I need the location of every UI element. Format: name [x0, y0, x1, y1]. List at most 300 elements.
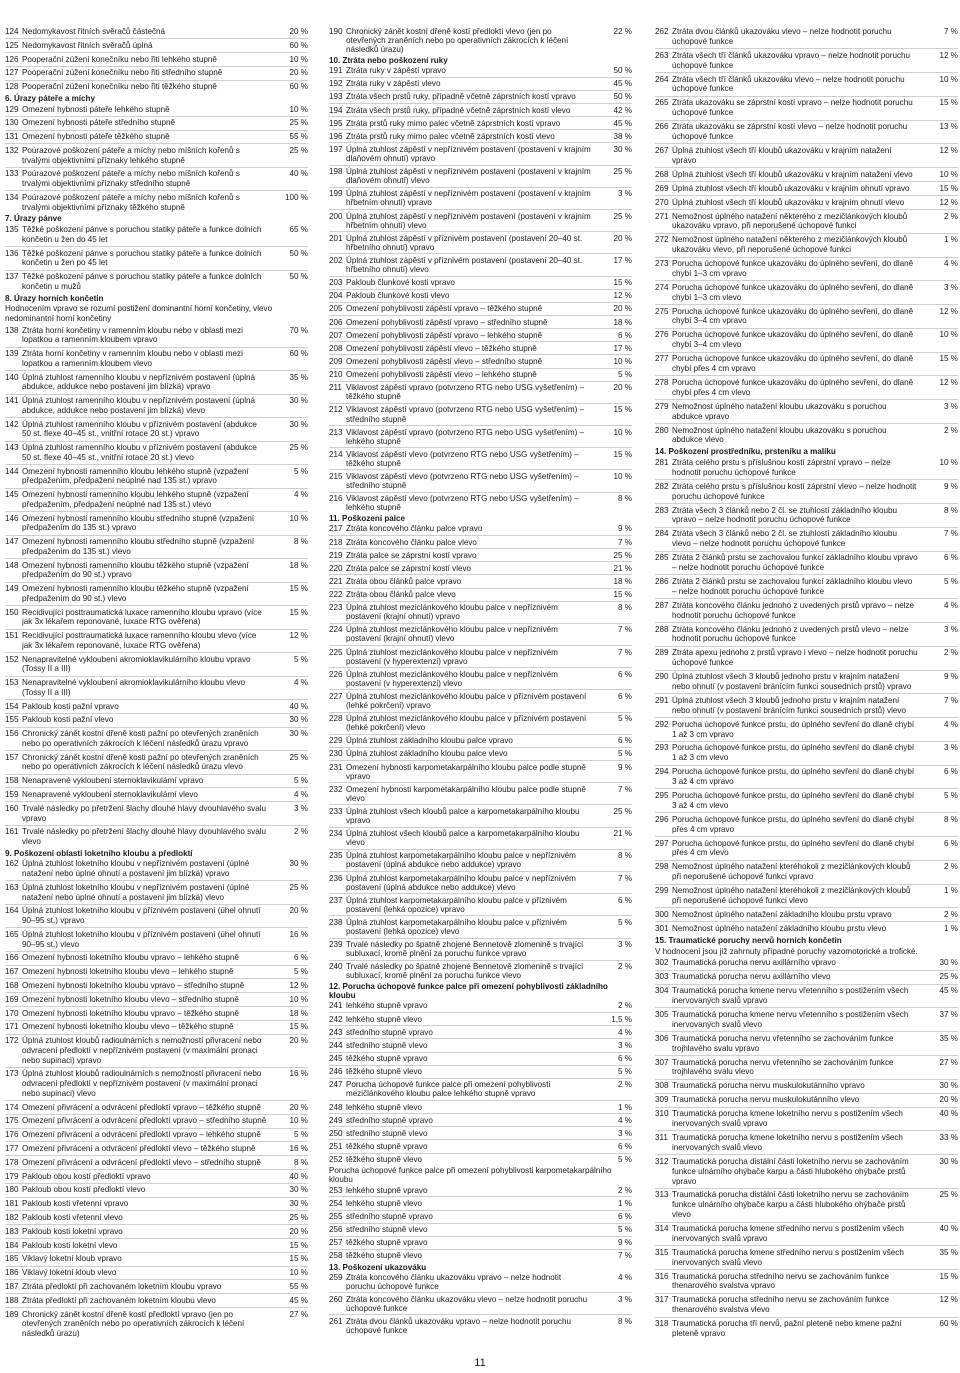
item-description: Ztráta prstů ruky mimo palec včetně záprstních kostí vpravo: [346, 118, 561, 128]
table-row: [329, 187, 632, 208]
item-percentage: 4 %: [294, 678, 308, 688]
item-percentage: 27 %: [939, 1057, 958, 1067]
table-row: [329, 129, 632, 141]
item-percentage: 25 %: [939, 1190, 958, 1200]
table-row: [5, 1238, 308, 1250]
item-number: 150: [5, 607, 19, 617]
item-number: 256: [329, 1225, 343, 1235]
item-percentage: 7 %: [618, 537, 632, 547]
item-number: 313: [655, 1190, 669, 1200]
item-percentage: 20 %: [613, 383, 632, 393]
item-percentage: 30 %: [289, 729, 308, 739]
item-number: 248: [329, 1102, 343, 1112]
item-description: Pakloub obou kostí předloktí vpravo: [22, 1171, 151, 1181]
item-number: 176: [5, 1130, 19, 1140]
item-percentage: 25 %: [613, 806, 632, 816]
table-row: [329, 915, 632, 936]
item-percentage: 10 %: [289, 1268, 308, 1278]
item-percentage: 30 %: [939, 958, 958, 968]
table-row: [5, 1067, 308, 1099]
item-percentage: 55 %: [289, 132, 308, 142]
item-number: 276: [655, 330, 669, 340]
table-row: [655, 143, 958, 165]
item-number: 188: [5, 1295, 19, 1305]
item-number: 124: [5, 27, 19, 36]
item-percentage: 10 %: [289, 1116, 308, 1126]
item-percentage: 3 %: [944, 282, 958, 292]
table-row: [5, 1034, 308, 1066]
table-row: [329, 103, 632, 115]
item-percentage: 15 %: [939, 183, 958, 193]
item-number: 126: [5, 54, 19, 64]
item-number: 234: [329, 829, 343, 839]
item-percentage: 15 %: [289, 584, 308, 594]
item-description: Omezení hybnosti loketního kloubu vpravo – těžkého stupně: [22, 1008, 239, 1018]
item-description: Chronický zánět kostní dřeně kostí předloktí vpravo (jen po otevřených zraněních nebo po operativních zákrocích k léčení následků úrazu): [22, 1309, 245, 1338]
item-percentage: 30 %: [289, 396, 308, 406]
item-number: 198: [329, 167, 343, 177]
item-number: 203: [329, 278, 343, 288]
item-percentage: 2 %: [294, 827, 308, 837]
item-description: Viklavost zápěstí vlevo (potvrzeno RTG nebo USG vyšetřením) – těžkého stupně: [346, 449, 579, 468]
table-row: [329, 116, 632, 128]
item-percentage: 3 %: [944, 401, 958, 411]
item-description: Porucha úchopové funkce prstu, do úplného sevření do dlaně chybí 1 až 3 cm vpravo: [672, 719, 915, 739]
item-description: Omezení hybnosti ramenního kloubu středního stupně (vzpažení předpažením do 135 st.) vpravo: [22, 513, 255, 533]
item-description: Porucha úchopové funkce ukazováku do úplného sevření, do dlaně chybí přes 4 cm vlevo: [672, 377, 914, 397]
table-row: [329, 253, 632, 274]
item-percentage: 8 %: [618, 1316, 632, 1326]
item-percentage: 3 %: [944, 624, 958, 634]
item-percentage: 21 %: [613, 563, 632, 573]
table-row: [655, 167, 958, 179]
item-number: 155: [5, 715, 19, 725]
table-row: [329, 289, 632, 301]
item-description: Ztráta celého prstu s příslušnou kostí záprstní vpravo – nelze hodnotit poruchu úchopové funkce: [672, 458, 891, 477]
item-percentage: 50 %: [289, 248, 308, 258]
item-percentage: 7 %: [944, 27, 958, 36]
table-row: [329, 561, 632, 573]
item-description: Pakloub kosti loketní vlevo: [22, 1240, 118, 1250]
item-number: 230: [329, 749, 343, 759]
item-percentage: 8 %: [944, 814, 958, 824]
item-percentage: 5 %: [944, 791, 958, 800]
item-number: 284: [655, 529, 669, 539]
item-percentage: 1,5 %: [611, 1014, 632, 1024]
table-row: [5, 1155, 308, 1167]
item-number: 135: [5, 225, 19, 235]
item-number: 148: [5, 560, 19, 570]
page-number: 11: [474, 1357, 486, 1369]
item-description: Pakloub kosti pažní vpravo: [22, 701, 119, 711]
item-percentage: 15 %: [939, 354, 958, 364]
table-row: [5, 992, 308, 1004]
table-row: [5, 370, 308, 392]
table-row: [655, 423, 958, 445]
table-row: [329, 782, 632, 803]
item-description: Poúrazové poškození páteře a míchy nebo míšních kořenů s trvalými objektivními příznaky těžkého stupně: [22, 192, 240, 212]
item-number: 125: [5, 40, 19, 50]
item-number: 300: [655, 909, 669, 919]
item-description: Úplná ztuhlost zápěstí v nepříznivém postavení (postavení v krajním hřbetním ohnutí) vpravo: [346, 189, 591, 208]
item-description: středního stupně vpravo: [346, 1212, 433, 1222]
item-percentage: 50 %: [613, 92, 632, 102]
table-row: [5, 1006, 308, 1018]
item-description: Trvalé následky po špatně zhojené Bennetově zlomenině s trvající subluxací, kromě plnění za poruchu funkce vpravo: [346, 940, 584, 959]
item-number: 271: [655, 211, 669, 221]
item-number: 265: [655, 98, 669, 108]
table-row: [655, 970, 958, 982]
item-percentage: 2 %: [944, 425, 958, 435]
table-row: [5, 441, 308, 463]
item-description: Úplná ztuhlost loketního kloubu v nepříznivém postavení (úplné natažení nebo úplné ohnutí a postavení jim blízká) vpravo: [22, 859, 250, 879]
item-description: Omezení hybnosti ramenního kloubu lehkého stupně (vzpažení předpažením, předpažení neúplné nad 135 st.) vlevo: [22, 490, 249, 509]
item-number: 264: [655, 74, 669, 84]
item-percentage: 55 %: [289, 1281, 308, 1291]
item-description: Viklavost zápěstí vlevo (potvrzeno RTG nebo USG vyšetřením) – lehkého stupně: [346, 494, 579, 513]
item-description: Omezení hybnosti ramenního kloubu lehkého stupně (vzpažení předpažením, předpažení neúplné nad 135 st.) vpravo: [22, 466, 249, 486]
item-number: 142: [5, 419, 19, 429]
table-row: [329, 1126, 632, 1138]
item-percentage: 20 %: [289, 1036, 308, 1046]
table-row: [5, 326, 308, 345]
item-description: Úplná ztuhlost zápěstí v příznivém postavení (postavení 20–40 st. hřbetního ohnutí) vpravo: [346, 233, 583, 252]
item-percentage: 10 %: [289, 54, 308, 64]
item-description: Omezení hybnosti ramenního kloubu středního stupně (vzpažení předpažením do 135 st.) vlevo: [22, 537, 255, 556]
item-percentage: 25 %: [289, 752, 308, 762]
item-description: Viklavost zápěstí vpravo (potvrzeno RTG nebo USG vyšetřením) – těžkého stupně: [346, 383, 585, 402]
item-number: 299: [655, 886, 669, 896]
item-number: 163: [5, 882, 19, 892]
item-percentage: 7 %: [618, 625, 632, 635]
section-heading: 9. Poškození oblasti loketního kloubu a předloktí: [5, 848, 193, 858]
item-number: 260: [329, 1294, 343, 1304]
item-number: 157: [5, 752, 19, 762]
item-number: 217: [329, 524, 343, 534]
item-percentage: 3 %: [944, 743, 958, 753]
item-percentage: 4 %: [294, 790, 308, 799]
item-percentage: 100 %: [285, 192, 308, 202]
table-row: [329, 1314, 632, 1335]
item-number: 171: [5, 1022, 19, 1032]
table-row: [655, 646, 958, 668]
item-percentage: 7 %: [618, 784, 632, 794]
table-row: [5, 774, 308, 786]
item-percentage: 6 %: [618, 330, 632, 340]
table-row: [655, 209, 958, 231]
item-description: Pooperační zúžení konečníku nebo řiti těžkého stupně: [22, 82, 217, 92]
table-row: [329, 938, 632, 959]
item-percentage: 45 %: [289, 1295, 308, 1305]
item-number: 194: [329, 105, 343, 115]
table-row: [5, 859, 308, 878]
item-number: 273: [655, 259, 669, 269]
table-row: [5, 417, 308, 439]
item-description: Ztráta ruky v zápěstí vlevo: [346, 79, 441, 89]
item-percentage: 35 %: [939, 1247, 958, 1257]
item-description: Nemožnost úplného natažení základního kloubu prstu vlevo: [672, 923, 887, 933]
item-description: Omezení přivrácení a odvrácení předloktí vpravo – těžkého stupně: [22, 1102, 261, 1112]
item-number: 127: [5, 68, 19, 78]
table-row: [5, 394, 308, 416]
item-description: Traumatická porucha středního nervu se zachováním funkce thenarového svalstva vlevo: [672, 1295, 889, 1315]
item-number: 214: [329, 449, 343, 459]
table-row: [5, 105, 308, 115]
item-number: 231: [329, 762, 343, 772]
item-number: 246: [329, 1067, 343, 1077]
item-percentage: 30 %: [289, 419, 308, 429]
table-row: [329, 601, 632, 622]
item-description: Porucha úchopové funkce palce při omezení pohyblivosti mezičlánkového kloubu palce lehkého stupně vpravo: [346, 1080, 551, 1099]
table-row: [329, 1223, 632, 1235]
item-percentage: 6 %: [944, 767, 958, 777]
table-row: [5, 880, 308, 902]
item-number: 225: [329, 647, 343, 657]
item-description: Úplná ztuhlost zápěstí v nepříznivém postavení (postavení v krajním dlaňovém ohnutí) vlevo: [346, 167, 591, 186]
table-row: [655, 836, 958, 858]
table-row: [5, 801, 308, 823]
item-percentage: 5 %: [294, 967, 308, 977]
table-row: [329, 1249, 632, 1261]
table-row: [329, 328, 632, 340]
item-percentage: 12 %: [939, 50, 958, 60]
item-description: Porucha úchopové funkce prstu, do úplného sevření do dlaně chybí přes 4 cm vlevo: [672, 838, 915, 858]
table-row: [655, 328, 958, 350]
item-description: Nemožnost úplného natažení kteréhokoli z mezičlánkových kloubů při neporušené úchopové funkci vlevo: [672, 886, 911, 905]
table-row: [329, 469, 632, 490]
item-percentage: 9 %: [618, 524, 632, 534]
item-percentage: 70 %: [289, 325, 308, 335]
table-row: [655, 1245, 958, 1267]
item-percentage: 25 %: [289, 1212, 308, 1222]
table-row: [655, 622, 958, 644]
item-number: 259: [329, 1272, 343, 1282]
item-percentage: 20 %: [613, 233, 632, 243]
item-number: 285: [655, 553, 669, 563]
item-percentage: 5 %: [294, 654, 308, 664]
item-description: Traumatická porucha distální části loketního nervu se zachováním funkce ulnárního ohýbače karpu a části hlubokého ohýbače prstů vlevo: [672, 1190, 909, 1220]
item-number: 280: [655, 425, 669, 435]
item-description: těžkého stupně vpravo: [346, 1141, 428, 1151]
item-percentage: 4 %: [944, 600, 958, 610]
item-percentage: 15 %: [289, 607, 308, 617]
item-number: 146: [5, 513, 19, 523]
item-percentage: 6 %: [294, 953, 308, 963]
item-percentage: 15 %: [939, 98, 958, 108]
item-number: 133: [5, 169, 19, 179]
item-percentage: 8 %: [294, 1157, 308, 1167]
table-row: [5, 652, 308, 674]
item-percentage: 20 %: [289, 1102, 308, 1112]
item-description: Viklavý loketní kloub vpravo: [22, 1254, 122, 1264]
item-number: 202: [329, 255, 343, 265]
item-description: těžkého stupně vpravo: [346, 1054, 428, 1064]
item-description: Traumatická porucha kmene středního nervu s postižením všech inervovaných svalů vpravo: [672, 1224, 904, 1243]
table-row: [329, 712, 632, 733]
item-number: 269: [655, 183, 669, 193]
item-description: Ztráta obou článků palce vpravo: [346, 576, 462, 586]
item-number: 277: [655, 354, 669, 364]
table-row: [5, 629, 308, 651]
item-number: 177: [5, 1143, 19, 1153]
item-description: Ztráta ukazováku se záprstní kostí vlevo – nelze hodnotit poruchu úchopové funkce: [672, 122, 908, 141]
item-percentage: 5 %: [618, 1067, 632, 1077]
table-row: [5, 978, 308, 990]
item-description: Ztráta koncového článku ukazováku vpravo – nelze hodnotit poruchu úchopové funkce: [346, 1272, 562, 1291]
item-number: 279: [655, 401, 669, 411]
item-description: Traumatická porucha kmene loketního nervu s postižením všech inervovaných svalů vpravo: [672, 1109, 903, 1129]
item-description: Chronický zánět kostní dřeně kosti pažní po otevřených zraněních nebo po operativních zákrocích k léčení následků úrazu vpravo: [22, 729, 259, 748]
table-row: [5, 143, 308, 165]
table-row: [5, 270, 308, 292]
item-description: Úplná ztuhlost všech tří kloubů ukazováku v krajním natažení vpravo: [672, 145, 892, 165]
item-number: 149: [5, 584, 19, 594]
table-row: [5, 582, 308, 604]
table-row: [655, 1188, 958, 1220]
item-description: středního stupně vlevo: [346, 1128, 428, 1138]
table-row: [329, 209, 632, 230]
item-description: Úplná ztuhlost základního kloubu palce vpravo: [346, 736, 513, 746]
item-number: 249: [329, 1115, 343, 1125]
item-percentage: 16 %: [289, 929, 308, 939]
item-number: 129: [5, 104, 19, 114]
item-description: Ztráta palce se záprstní kostí vpravo: [346, 550, 477, 560]
table-row: [5, 787, 308, 799]
item-percentage: 30 %: [289, 1185, 308, 1195]
item-description: Úplná ztuhlost loketního kloubu v nepříznivém postavení (úplné natažení nebo úplné ohnutí a postavení jim blízká) vlevo: [22, 882, 250, 902]
item-percentage: 4 %: [294, 490, 308, 500]
item-number: 261: [329, 1316, 343, 1326]
item-description: Porucha úchopové funkce prstu, do úplného sevření do dlaně chybí 3 až 4 cm vlevo: [672, 791, 915, 810]
item-description: Ztráta dvou článků ukazováku vpravo – nelze hodnotit poruchu úchopové funkce: [346, 1316, 571, 1335]
item-description: Traumatická porucha nervu vřetenního se zachováním funkce trojhlavého svalu vpravo: [672, 1033, 894, 1053]
item-number: 239: [329, 940, 343, 950]
table-row: [329, 1139, 632, 1151]
item-description: Porucha úchopové funkce ukazováku do úplného sevření, do dlaně chybí 3–4 cm vlevo: [672, 330, 914, 350]
table-row: [5, 80, 308, 92]
table-row: [5, 38, 308, 50]
item-description: středního stupně vlevo: [346, 1225, 428, 1235]
item-percentage: 10 %: [939, 74, 958, 84]
table-row: [655, 741, 958, 763]
table-row: [5, 1266, 308, 1278]
table-row: [329, 645, 632, 666]
item-number: 254: [329, 1198, 343, 1208]
item-number: 141: [5, 396, 19, 406]
item-number: 240: [329, 962, 343, 972]
table-row: [5, 713, 308, 725]
item-number: 301: [655, 923, 669, 933]
item-percentage: 8 %: [294, 537, 308, 547]
item-number: 211: [329, 383, 342, 393]
item-description: Traumatická porucha nervu muskulokutánního vlevo: [672, 1095, 860, 1105]
item-percentage: 3 %: [294, 803, 308, 813]
item-description: Úplná ztuhlost všech kloubů palce a karpometakarpálního kloubu vlevo: [346, 829, 580, 848]
item-number: 152: [5, 654, 19, 664]
item-percentage: 60 %: [939, 1319, 958, 1329]
item-number: 178: [5, 1157, 19, 1167]
table-row: [329, 1025, 632, 1037]
table-row: [655, 812, 958, 834]
item-number: 175: [5, 1116, 19, 1126]
item-percentage: 5 %: [618, 1155, 632, 1165]
table-row: [655, 884, 958, 906]
item-percentage: 30 %: [289, 1199, 308, 1209]
item-description: Nemožnost úplného natažení některého z mezičlánkových kloubů ukazováku vlevo, při neporušené úchopové funkci: [672, 235, 908, 255]
item-number: 297: [655, 838, 669, 848]
item-percentage: 45 %: [939, 986, 958, 996]
table-row: [655, 1107, 958, 1129]
table-row: [655, 1055, 958, 1077]
item-percentage: 5 %: [944, 576, 958, 586]
item-number: 289: [655, 648, 669, 658]
item-number: 304: [655, 986, 669, 996]
item-description: Trvalé následky po špatně zhojené Bennetově zlomenině s trvající subluxací, kromě plnění za poruchu funkce vlevo: [346, 962, 584, 981]
item-percentage: 12 %: [939, 377, 958, 387]
item-number: 137: [5, 272, 19, 282]
item-description: Úplná ztuhlost kloubů radioulnárních s nemožností přivracení nebo odvracení předloktí v nepříznivém postavení (v maximální pronaci nebo supinaci) vlevo: [22, 1069, 262, 1098]
table-row: [329, 276, 632, 288]
table-row: [5, 1114, 308, 1126]
item-number: 293: [655, 743, 669, 753]
table-row: [655, 503, 958, 525]
table-row: [329, 849, 632, 870]
item-percentage: 2 %: [944, 862, 958, 872]
table-row: [655, 479, 958, 501]
item-description: Porucha úchopové funkce prstu, do úplného sevření do dlaně chybí 3 až 4 cm vpravo: [672, 767, 915, 787]
table-row: [655, 1079, 958, 1091]
item-description: Ztráta předloktí při zachovaném loketním kloubu vlevo: [22, 1295, 216, 1305]
item-number: 314: [655, 1224, 669, 1234]
section-heading: 14. Poškození prostředníku, prsteníku a malíku: [655, 447, 836, 457]
item-number: 232: [329, 784, 343, 794]
item-number: 205: [329, 304, 343, 314]
table-row: [5, 535, 308, 557]
table-row: [329, 354, 632, 366]
table-row: [329, 27, 632, 54]
item-number: 209: [329, 357, 343, 366]
table-row: [655, 1222, 958, 1244]
item-percentage: 8 %: [618, 494, 632, 504]
item-description: Úplná ztuhlost všech tří kloubů ukazováku v krajním natažení vlevo: [672, 169, 913, 179]
item-percentage: 5 %: [618, 1225, 632, 1235]
section-note: Porucha úchopové funkce palce při omezení pohyblivosti karpometakarpálního kloubu: [329, 1165, 612, 1184]
item-percentage: 7 %: [618, 647, 632, 657]
item-number: 196: [329, 131, 343, 141]
table-row: [329, 871, 632, 892]
item-number: 244: [329, 1040, 343, 1050]
item-percentage: 15 %: [939, 1271, 958, 1281]
item-number: 130: [5, 118, 19, 128]
item-number: 154: [5, 701, 19, 711]
item-description: Úplná ztuhlost meziclánkového kloubu palce v nepříznivém postavení (krajní ohnutí) vlevo: [346, 625, 558, 644]
item-percentage: 12 %: [939, 1295, 958, 1305]
item-description: Ztráta ruky v zápěstí vpravo: [346, 66, 446, 76]
item-percentage: 2 %: [618, 1001, 632, 1011]
item-number: 185: [5, 1254, 19, 1264]
item-number: 169: [5, 994, 19, 1004]
item-number: 181: [5, 1199, 19, 1209]
item-description: Omezení hybnosti páteře těžkého stupně: [22, 132, 170, 142]
item-description: Ztráta ukazováku se záprstní kostí vpravo – nelze hodnotit poruchu úchopové funkce: [672, 98, 913, 118]
item-percentage: 15 %: [613, 449, 632, 459]
item-description: Úplná ztuhlost meziclánkového kloubu palce v nepříznivém postavení (v hyperextenzi) vpravo: [346, 647, 558, 666]
item-description: Ztráta horní končetiny v ramenním kloubu nebo v oblasti mezi lopatkou a ramenním kloubem vpravo: [22, 325, 243, 345]
item-number: 258: [329, 1251, 343, 1261]
item-percentage: 20 %: [289, 906, 308, 916]
item-percentage: 15 %: [613, 405, 632, 415]
table-row: [5, 347, 308, 369]
